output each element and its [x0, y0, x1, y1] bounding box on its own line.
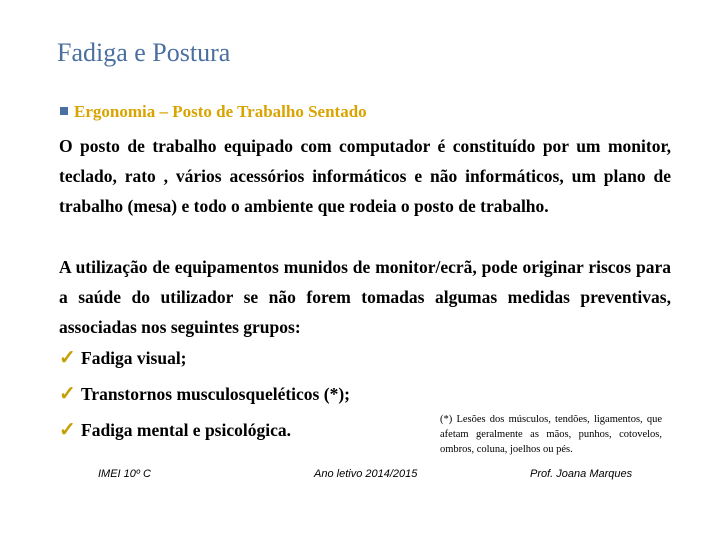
- list-item-label: Fadiga visual;: [81, 348, 187, 368]
- footnote: [440, 412, 662, 457]
- footer-year: Ano letivo 2014/2015: [314, 468, 418, 480]
- page-title: Fadiga e Postura: [57, 38, 231, 67]
- footer-author: Prof. Joana Marques: [530, 468, 633, 480]
- footer-class: IMEI 10º C: [98, 468, 151, 480]
- checkmark-icon: ✓: [59, 383, 76, 405]
- list-item: [59, 417, 291, 442]
- paragraph-risks: A utilização de equipamentos munidos de monitor/ecrã, pode originar riscos para a saúde do utilizador se não forem tomadas algumas medidas preventivas, associadas nos seguintes grupos:: [59, 257, 671, 337]
- checkmark-icon: ✓: [59, 347, 76, 369]
- section-heading-text: Ergonomia – Posto de Trabalho Sentado: [74, 102, 367, 121]
- footnote-marker: (*): [440, 414, 453, 425]
- section-heading: [60, 102, 367, 122]
- paragraph-workstation: O posto de trabalho equipado com computador é constituído por um monitor, teclado, rato , vários acessórios informáticos e não informáticos, um plano de trabalho (mesa) e todo o ambiente que rodeia o posto de trabalho.: [59, 136, 671, 216]
- list-item: [59, 381, 350, 406]
- checkmark-icon: ✓: [59, 419, 76, 441]
- list-item-label: Fadiga mental e psicológica.: [81, 420, 291, 440]
- list-item: [59, 345, 187, 370]
- footnote-text: Lesões dos músculos, tendões, ligamentos, que afetam geralmente as mãos, punhos, cotovelos, ombros, coluna, joelhos ou pés.: [440, 414, 662, 455]
- square-bullet-icon: [60, 107, 68, 115]
- list-item-label: Transtornos musculosqueléticos (*);: [81, 384, 350, 404]
